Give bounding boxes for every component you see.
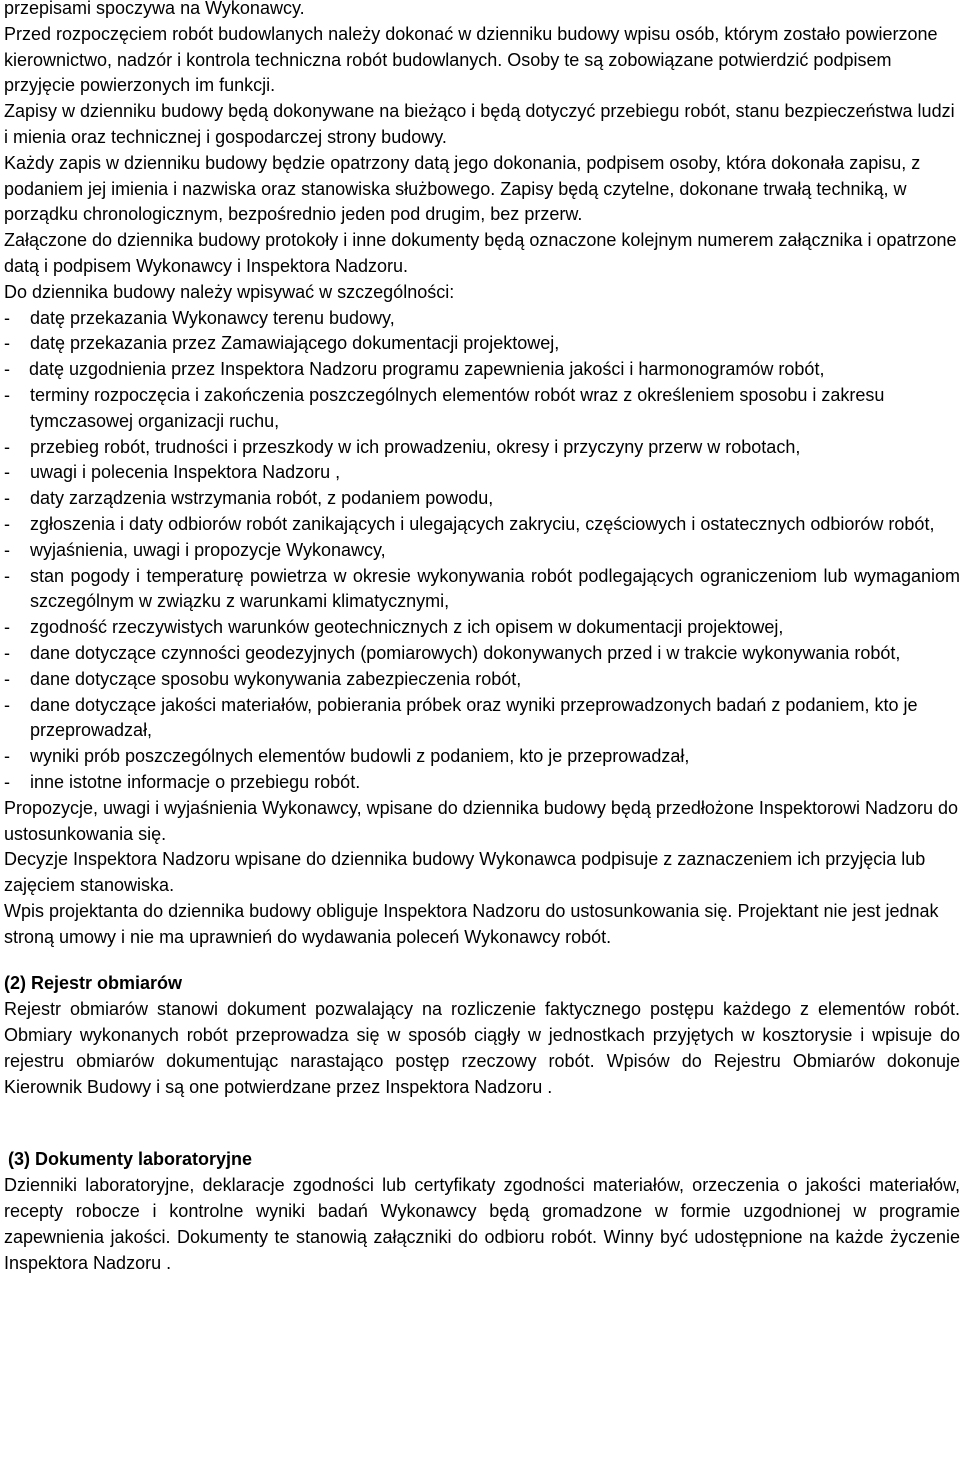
list-item: - wyniki prób poszczególnych elementów budowli z podaniem, kto je przeprowadzał,: [4, 744, 960, 770]
list-item: - przebieg robót, trudności i przeszkody w ich prowadzeniu, okresy i przyczyny przerw w robotach,: [4, 435, 960, 461]
paragraph-diary-attachments: Załączone do dziennika budowy protokoły i inne dokumenty będą oznaczone kolejnym numerem załącznika i opatrzone datą i podpisem Wykonawcy i Inspektora Nadzoru.: [4, 230, 957, 276]
list-item: - datę uzgodnienia przez Inspektora Nadzoru programu zapewnienia jakości i harmonogramów robót,: [4, 357, 960, 383]
paragraph-diary-entry-persons: Przed rozpoczęciem robót budowlanych należy dokonać w dzienniku budowy wpisu osób, którym zostało powierzone kierownictwo, nadzór i kontrola techniczna robót budowlanych. Osoby te są zobowiązane potwierdzić podpisem przyjęcie powierzonych im funkcji.: [4, 23, 938, 96]
spacer: [4, 1100, 960, 1147]
laboratory-documents-section: [4, 1147, 960, 1276]
paragraph-designer-entry: Wpis projektanta do dziennika budowy obliguje Inspektora Nadzoru do ustosunkowania się. Projektant nie jest jednak stroną umowy i nie ma uprawnień do wydawania poleceń Wykonawcy robót.: [4, 900, 939, 947]
spacer: [4, 950, 960, 971]
section-body: Rejestr obmiarów stanowi dokument pozwalający na rozliczenie faktycznego postępu każdego z elementów robót. Obmiary wykonanych robót przeprowadza się w sposób ciągły w jednostkach przyjętych w kosztorysie i wpisuje do rejestru obmiarów dokumentując narastająco postęp rzeczowy robót. Wpisów do Rejestru Obmiarów dokonuje Kierownik Budowy i są one potwierdzane przez Inspektora Nadzoru .: [4, 999, 960, 1097]
list-item: - daty zarządzenia wstrzymania robót, z podaniem powodu,: [4, 486, 960, 512]
paragraph-continuation: przepisami spoczywa na Wykonawcy.: [4, 0, 305, 18]
list-item: - dane dotyczące sposobu wykonywania zabezpieczenia robót,: [4, 667, 960, 693]
list-item: - zgłoszenia i daty odbiorów robót zanikających i ulegających zakryciu, częściowych i ostatecznych odbiorów robót,: [4, 512, 960, 538]
section-heading: (2) Rejestr obmiarów: [4, 973, 183, 994]
paragraph-diary-entries-current: Zapisy w dzienniku budowy będą dokonywane na bieżąco i będą dotyczyć przebiegu robót, stanu bezpieczeństwa ludzi i mienia oraz technicznej i gospodarczej strony budowy.: [4, 101, 955, 147]
diary-section: [4, 0, 960, 950]
paragraph-diary-entry-format: Każdy zapis w dzienniku budowy będzie opatrzony datą jego dokonania, podpisem osoby, która dokonała zapisu, z podaniem jej imienia i nazwiska oraz stanowiska służbowego. Zapisy będą czytelne, dokonane trwałą techniką, w porządku chronologicznym, bezpośrednio jeden pod drugim, bez przerw.: [4, 152, 921, 225]
list-item: - datę przekazania Wykonawcy terenu budowy,: [4, 306, 960, 332]
list-item: - zgodność rzeczywistych warunków geotechnicznych z ich opisem w dokumentacji projektowej,: [4, 615, 960, 641]
list-item: - terminy rozpoczęcia i zakończenia poszczególnych elementów robót wraz z określeniem sposobu i zakresu tymczasowej organizacji ruchu,: [4, 383, 960, 435]
list-item: - inne istotne informacje o przebiegu robót.: [4, 770, 960, 796]
list-item: - datę przekazania przez Zamawiającego dokumentacji projektowej,: [4, 331, 960, 357]
section-body: Dzienniki laboratoryjne, deklaracje zgodności lub certyfikaty zgodności materiałów, orzeczenia o jakości materiałów, recepty robocze i kontrolne wyniki badań Wykonawcy będą gromadzone w formie uzgodnionej w programie zapewnienia jakości. Dokumenty te stanowią załączniki do odbioru robót. Winny być udostępnione na każde życzenie Inspektora Nadzoru .: [4, 1175, 960, 1273]
list-item: - dane dotyczące czynności geodezyjnych (pomiarowych) dokonywanych przed i w trakcie wykonywania robót,: [4, 641, 960, 667]
section-heading: (3) Dokumenty laboratoryjne: [8, 1149, 253, 1170]
paragraph-diary-list-intro: Do dziennika budowy należy wpisywać w szczególności:: [4, 281, 455, 302]
list-item: - uwagi i polecenia Inspektora Nadzoru ,: [4, 460, 960, 486]
paragraph-inspector-decisions: Decyzje Inspektora Nadzoru wpisane do dziennika budowy Wykonawca podpisuje z zaznaczeniem ich przyjęcia lub zajęciem stanowiska.: [4, 849, 926, 896]
list-item: - wyjaśnienia, uwagi i propozycje Wykonawcy,: [4, 538, 960, 564]
list-item: - dane dotyczące jakości materiałów, pobierania próbek oraz wyniki przeprowadzonych badań z podaniem, kto je przeprowadzał,: [4, 693, 960, 745]
list-item: - stan pogody i temperaturę powietrza w okresie wykonywania robót podlegających ograniczeniom lub wymaganiom szczególnym w związku z warunkami klimatycznymi,: [4, 564, 960, 616]
measurement-register-section: [4, 971, 960, 1100]
diary-entries-list: [4, 306, 960, 796]
paragraph-contractor-proposals: Propozycje, uwagi i wyjaśnienia Wykonawcy, wpisane do dziennika budowy będą przedłożone Inspektorowi Nadzoru do ustosunkowania się.: [4, 797, 959, 844]
